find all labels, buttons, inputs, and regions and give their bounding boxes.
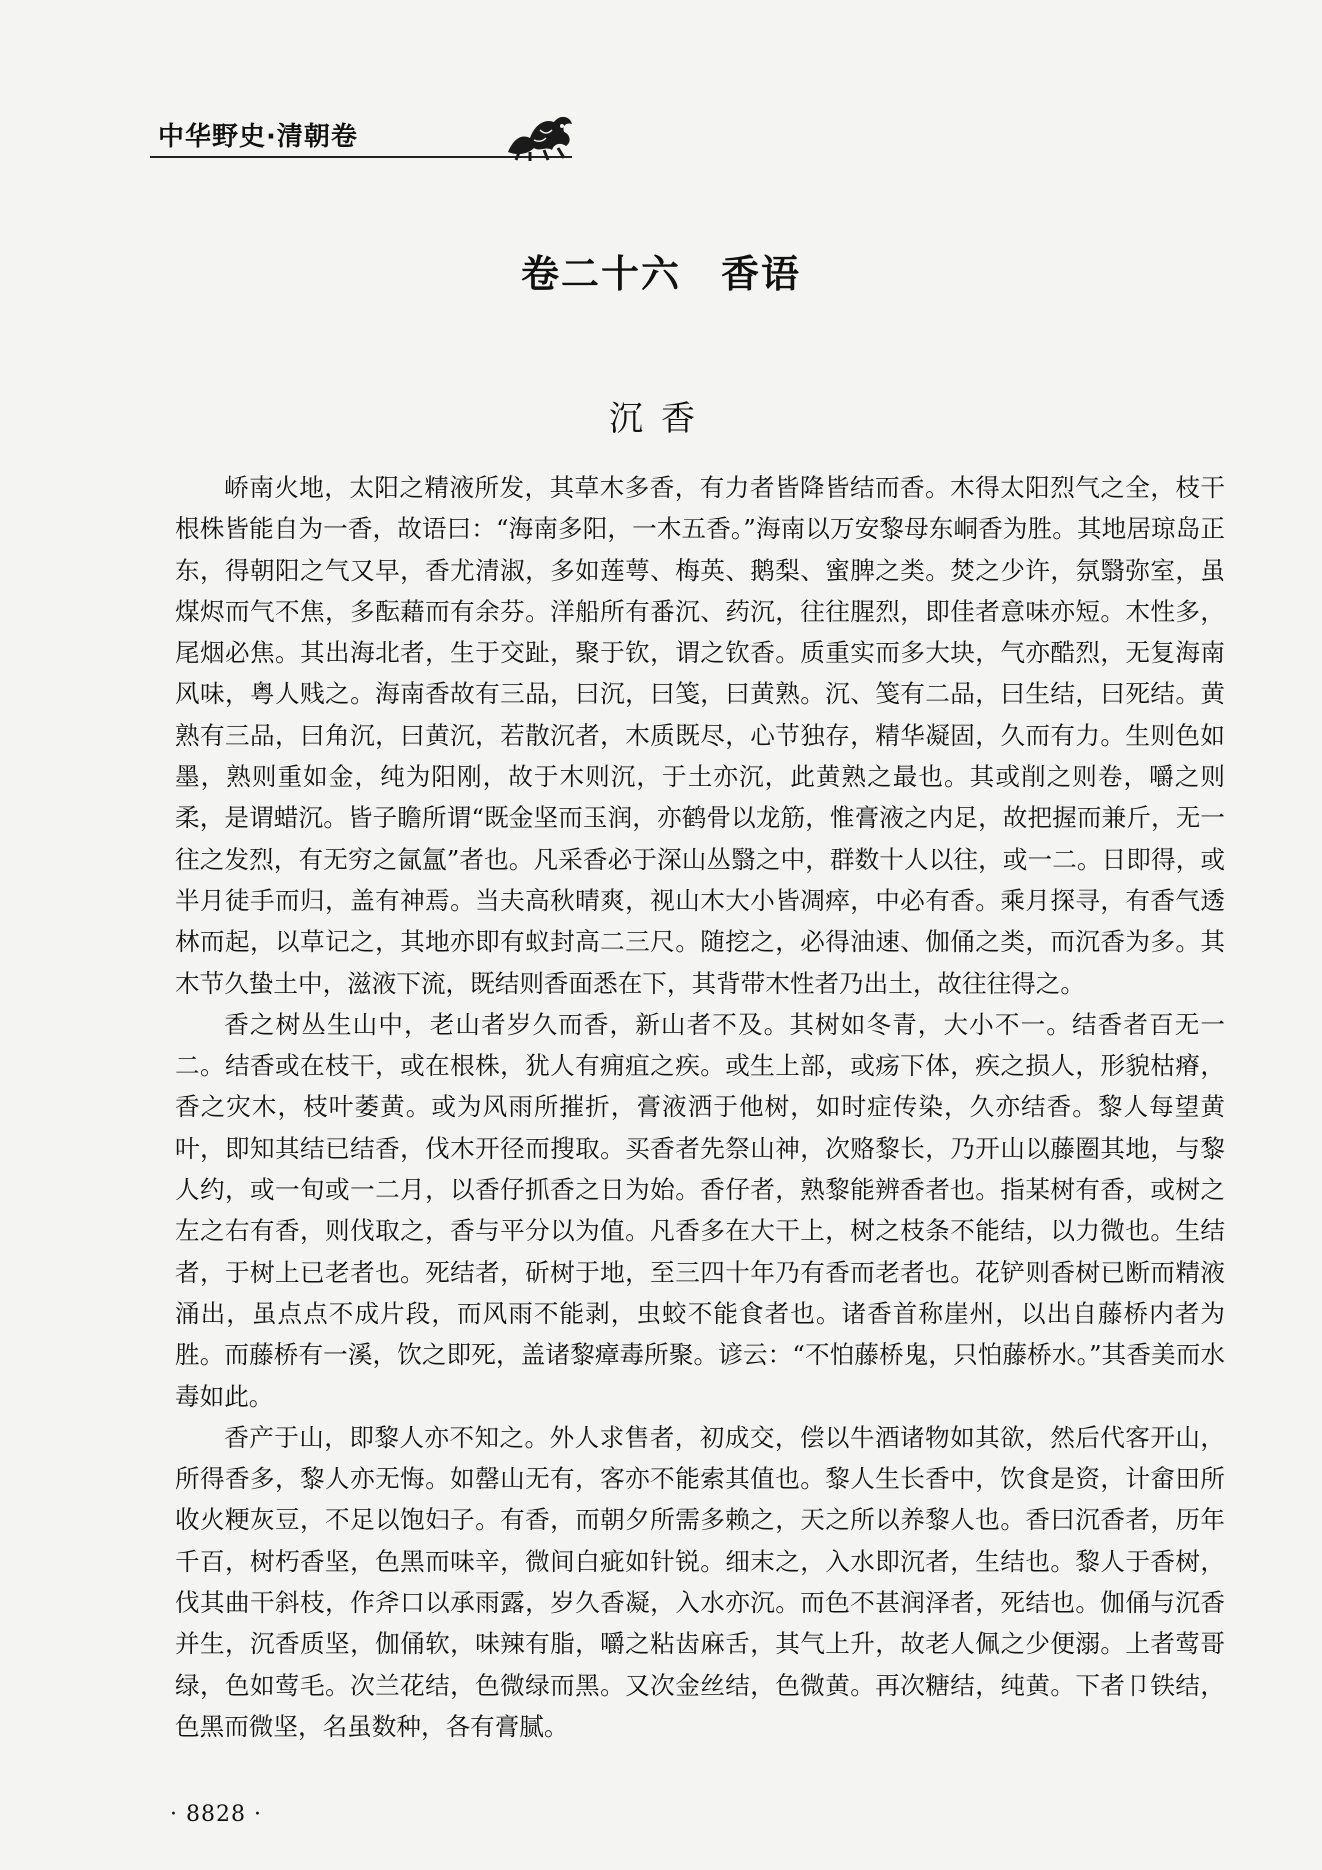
section-title: 沉香 [609, 399, 713, 439]
series-title: 中华野史·清朝卷 [158, 122, 358, 152]
page-number: · 8828 · [170, 1802, 262, 1827]
running-header [150, 108, 572, 158]
paragraph: 香之树丛生山中，老山者岁久而香，新山者不及。其树如冬青，大小不一。结香者百无一二。结香或在枝干，或在根株，犹人有痈疽之疾。或生上部，或疡下体，疾之损人，形貌枯瘠，香之灾木，枝叶萎黄。或为风雨所摧折，膏液洒于他树，如时症传染，久亦结香。黎人每望黄叶，即知其结已结香，伐木开径而搜取。买香者先祭山神，次赂黎长，乃开山以藤圈其地，与黎人约，或一旬或一二月，以香仔抓香之日为始。香仔者，熟黎能辨香者也。指某树有香，或树之左之右有香，则伐取之，香与平分以为值。凡香多在大干上，树之枝条不能结，以力微也。生结者，于树上已老者也。死结者，斫树于地，至三四十年乃有香而老者也。花铲则香树已断而精液涌出，虽点点不成片段，而风雨不能剥，虫蛟不能食者也。诸香首称崖州，以出自藤桥内者为胜。而藤桥有一溪，饮之即死，盖诸黎瘴毒所聚。谚云：“不怕藤桥鬼，只怕藤桥水。”其香美而水毒如此。 [175, 1009, 1225, 1411]
body-text [175, 467, 1225, 1747]
paragraph: 峤南火地，太阳之精液所发，其草木多香，有力者皆降皆结而香。木得太阳烈气之全，枝干根株皆能自为一香，故语曰：“海南多阳，一木五香。”海南以万安黎母东峒香为胜。其地居琼岛正东，得朝阳之气又早，香尤清淑，多如莲萼、梅英、鹅梨、蜜脾之类。焚之少许，氛翳弥室，虽煤烬而气不焦，多酝藉而有余芬。洋船所有番沉、药沉，往往腥烈，即佳者意味亦短。木性多，尾烟必焦。其出海北者，生于交趾，聚于钦，谓之钦香。质重实而多大块，气亦酷烈，无复海南风味，粤人贱之。海南香故有三品，曰沉，曰笺，曰黄熟。沉、笺有二品，曰生结，曰死结。黄熟有三品，曰角沉，曰黄沉，若散沉者，木质既尽，心节独存，精华凝固，久而有力。生则色如墨，熟则重如金，纯为阳刚，故于木则沉，于土亦沉，此黄熟之最也。其或削之则卷，嚼之则柔，是谓蜡沉。皆子瞻所谓“既金坚而玉润，亦鹤骨以龙筋，惟膏液之内足，故把握而兼斤，无一往之发烈，有无穷之氤氲”者也。凡采香必于深山丛翳之中，群数十人以往，或一二。日即得，或半月徒手而归，盖有神焉。当夫高秋晴爽，视山木大小皆凋瘁，中必有香。乘月探寻，有香气透林而起，以草记之，其地亦即有蚁封高二三尺。随挖之，必得油速、伽俑之类，而沉香为多。其木节久蛰土中，滋液下流，既结则香面悉在下，其背带木性者乃出土，故往往得之。 [175, 473, 1225, 998]
dragon-emblem-icon [500, 108, 578, 162]
paragraph: 香产于山，即黎人亦不知之。外人求售者，初成交，偿以牛酒诸物如其欲，然后代客开山，所得香多，黎人亦无悔。如罄山无有，客亦不能索其值也。黎人生长香中，饮食是资，计畲田所收火粳灰豆，不足以饱妇子。有香，而朝夕所需多赖之，天之所以养黎人也。香曰沉香者，历年千百，树朽香坚，色黑而味辛，微间白疵如针锐。细末之，入水即沉者，生结也。黎人于香树，伐其曲干斜枝，作斧口以承雨露，岁久香凝，入水亦沉。而色不甚润泽者，死结也。伽俑与沉香并生，沉香质坚，伽俑软，味辣有脂，嚼之粘齿麻舌，其气上升，故老人佩之少便溺。上者莺哥绿，色如莺毛。次兰花结，色微绿而黑。又次金丝结，色微黄。再次糖结，纯黄。下者卩铁结，色黑而微坚，名虽数种，各有膏腻。 [175, 1422, 1225, 1741]
chapter-title: 卷二十六 香语 [520, 252, 801, 296]
